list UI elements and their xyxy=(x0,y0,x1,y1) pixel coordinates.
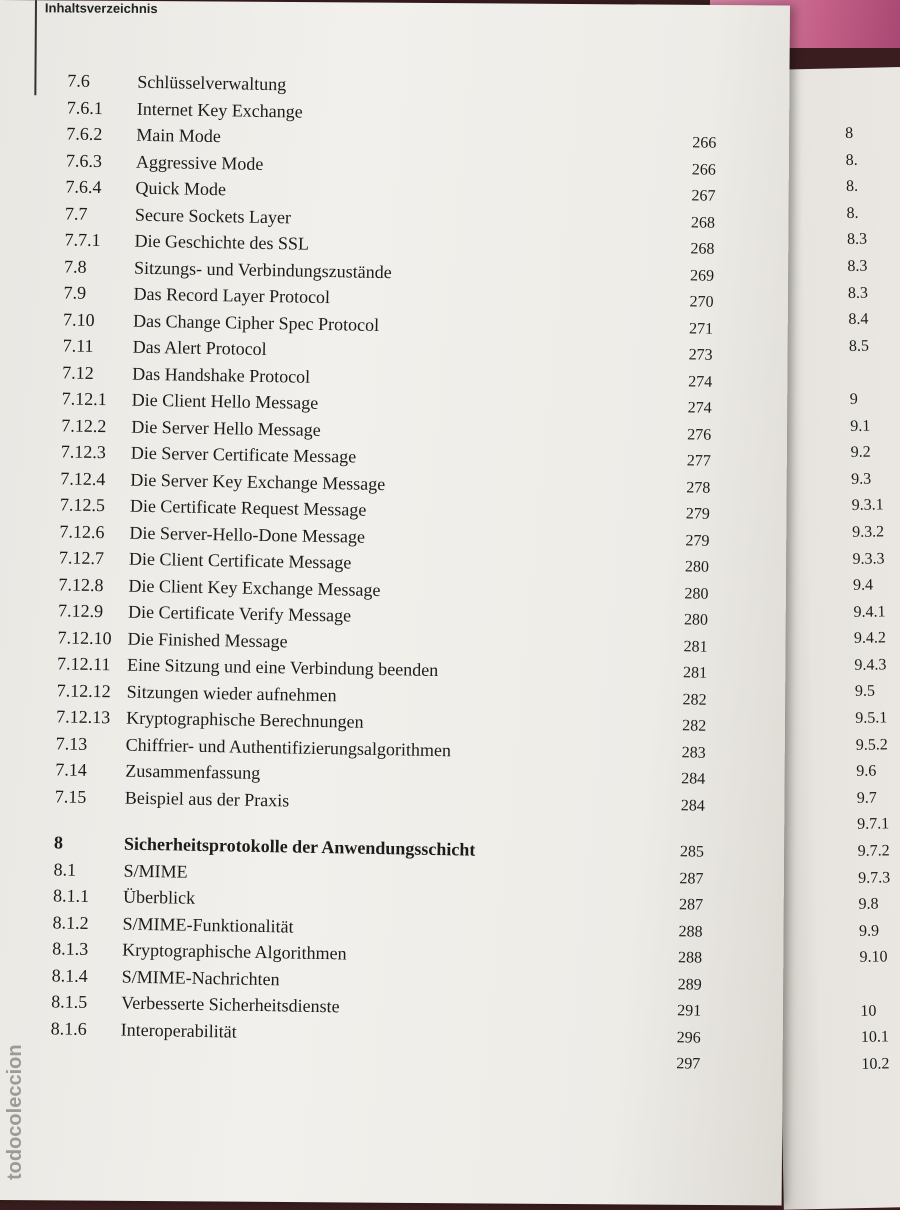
toc-page-number: 279 xyxy=(685,505,711,523)
toc-page-number: 274 xyxy=(687,399,712,417)
header-rule xyxy=(34,0,37,95)
toc-page-number: 278 xyxy=(686,478,711,497)
toc-page-number: 270 xyxy=(689,293,714,311)
facing-page-number: 9.1 xyxy=(850,417,871,435)
toc-page-number: 277 xyxy=(686,452,711,470)
facing-page-number: 9.7.2 xyxy=(857,842,890,860)
toc-page-number: 282 xyxy=(682,690,707,709)
toc-title: Die Client Hello Message xyxy=(131,389,319,413)
toc-title: Aggressive Mode xyxy=(135,151,264,174)
toc-number: 7.10 xyxy=(62,308,95,330)
toc-number: 7.13 xyxy=(55,732,88,754)
facing-page-number: 8. xyxy=(846,204,859,222)
toc-page-number: 288 xyxy=(678,922,703,941)
toc-title: Die Server Key Exchange Message xyxy=(130,469,386,494)
toc-number: 8.1.6 xyxy=(50,1017,87,1039)
toc-number: 7.12.8 xyxy=(58,573,104,595)
toc-number: 7.7.1 xyxy=(64,229,101,251)
toc-number: 8.1 xyxy=(53,858,77,880)
toc-page-number: 284 xyxy=(680,796,705,815)
facing-page-number xyxy=(860,975,900,1003)
toc-title: Die Client Key Exchange Message xyxy=(128,575,381,600)
facing-page-number: 9.6 xyxy=(856,762,877,781)
toc-page-number: 279 xyxy=(685,531,710,550)
toc-number: 7.12.3 xyxy=(60,441,107,463)
facing-page-number: 8.3 xyxy=(847,284,869,302)
toc-title: Die Server Certificate Message xyxy=(130,442,357,467)
toc-page-number: 282 xyxy=(682,717,707,735)
table-of-contents xyxy=(50,70,727,1082)
facing-page-number: 9.2 xyxy=(850,443,871,462)
toc-title: Kryptographische Algorithmen xyxy=(122,939,347,964)
toc-title: Das Record Layer Protocol xyxy=(133,283,331,308)
section-header: Inhaltsverzeichnis xyxy=(44,0,158,17)
toc-number: 7.11 xyxy=(62,335,94,356)
toc-page-number: 266 xyxy=(691,160,717,179)
toc-page-number: 289 xyxy=(677,975,702,994)
facing-page-number: 8. xyxy=(845,177,859,196)
toc-number: 8.1.3 xyxy=(52,938,89,959)
facing-page-number: 9.4.3 xyxy=(854,656,887,674)
toc-title: Verbesserte Sicherheitsdienste xyxy=(121,992,340,1017)
facing-page-number: 8.5 xyxy=(848,337,870,355)
toc-number: 7.8 xyxy=(63,255,87,277)
toc-page-number: 280 xyxy=(683,611,709,629)
toc-title: Das Alert Protocol xyxy=(132,336,267,359)
facing-page-number: 9.3.2 xyxy=(851,523,885,541)
toc-title: S/MIME-Funktionalität xyxy=(122,913,294,937)
facing-page-number: 10.1 xyxy=(860,1028,890,1047)
toc-number: 8.1.1 xyxy=(52,885,90,906)
toc-title: Die Certificate Request Message xyxy=(129,495,367,520)
facing-page-number: 9.5 xyxy=(854,683,876,701)
toc-title: Die Finished Message xyxy=(127,628,288,651)
facing-page-number: 8.3 xyxy=(846,231,868,249)
toc-number: 7.6.2 xyxy=(66,123,103,145)
toc-page-number: 291 xyxy=(677,1002,702,1020)
facing-page-number: 9 xyxy=(849,390,858,408)
toc-number: 7.15 xyxy=(54,785,87,807)
toc-number: 7.12.6 xyxy=(59,520,105,542)
toc-page-number: 285 xyxy=(679,843,705,861)
toc-page-number: 284 xyxy=(681,770,706,788)
facing-page-number: 9.7 xyxy=(856,789,877,807)
toc-title: Sicherheitsprotokolle der Anwendungsschicht xyxy=(123,833,476,860)
toc-number: 7.9 xyxy=(63,282,87,303)
facing-page-number: 8 xyxy=(845,124,854,142)
facing-page-number: 9.5.2 xyxy=(855,736,888,754)
toc-number: 7.14 xyxy=(55,759,87,780)
toc-title: Internet Key Exchange xyxy=(136,98,303,122)
toc-title: Kryptographische Berechnungen xyxy=(126,707,364,732)
toc-number: 7.12.7 xyxy=(58,547,105,569)
toc-title: Main Mode xyxy=(136,124,222,147)
toc-title: Das Change Cipher Spec Protocol xyxy=(132,310,380,335)
toc-number: 8.1.2 xyxy=(52,911,89,933)
facing-page-number xyxy=(849,363,900,391)
facing-page-number: 9.3.1 xyxy=(851,496,884,515)
toc-page-number: 297 xyxy=(676,1055,701,1073)
toc-title: Quick Mode xyxy=(135,177,227,200)
toc-page-number: 280 xyxy=(684,558,710,576)
toc-number: 7.12.5 xyxy=(59,494,106,516)
toc-title: Die Server-Hello-Done Message xyxy=(129,522,366,547)
toc-page-number: 288 xyxy=(677,949,703,967)
toc-number: 7.6.3 xyxy=(65,149,103,171)
toc-title: Interoperabilität xyxy=(120,1019,237,1042)
toc-page-number: 271 xyxy=(688,319,714,338)
facing-page-number: 9.3 xyxy=(851,470,872,488)
toc-number: 7.12.4 xyxy=(60,467,106,489)
toc-page-number: 287 xyxy=(678,896,704,914)
watermark-logo: todocoleccion xyxy=(4,1044,26,1180)
facing-page-number: 9.5.1 xyxy=(855,709,888,727)
toc-number: 8.1.4 xyxy=(51,964,88,986)
toc-number: 7.7 xyxy=(64,202,88,224)
facing-page-number: 9.4.2 xyxy=(853,629,887,648)
toc-page-number: 281 xyxy=(682,664,708,682)
toc-number: 7.12 xyxy=(62,361,94,383)
toc-title: Das Handshake Protocol xyxy=(132,363,311,387)
toc-title: Sitzungen wieder aufnehmen xyxy=(126,681,337,705)
toc-title: Secure Sockets Layer xyxy=(134,204,292,227)
facing-page-number: 10 xyxy=(860,1002,877,1020)
facing-page-number: 10.2 xyxy=(861,1055,890,1073)
toc-title: Eine Sitzung und eine Verbindung beenden xyxy=(126,654,439,681)
toc-title: Die Server Hello Message xyxy=(131,416,321,440)
facing-page-number: 9.9 xyxy=(858,922,880,940)
toc-title: Sitzungs- und Verbindungszustände xyxy=(133,257,392,282)
facing-page-number: 8.3 xyxy=(847,257,868,275)
toc-page-number: 274 xyxy=(688,372,713,391)
toc-number: 7.6 xyxy=(67,70,91,91)
toc-page-number: 281 xyxy=(683,637,708,656)
toc-title: Zusammenfassung xyxy=(125,760,261,783)
toc-number: 8.1.5 xyxy=(51,991,88,1012)
toc-title: S/MIME-Nachrichten xyxy=(121,966,280,989)
facing-page-number: 9.7.1 xyxy=(857,815,890,834)
facing-page-number: 9.4 xyxy=(852,576,874,595)
toc-page-number: 296 xyxy=(676,1028,701,1047)
toc-number: 7.6.4 xyxy=(65,176,102,198)
toc-title: Schlüsselverwaltung xyxy=(137,71,287,95)
toc-page-number: 269 xyxy=(689,266,715,285)
toc-number: 7.12.11 xyxy=(56,653,111,675)
toc-number: 7.12.10 xyxy=(57,626,112,648)
toc-page-number: 267 xyxy=(691,187,716,205)
toc-page-number: 283 xyxy=(681,743,706,762)
toc-number: 8 xyxy=(53,832,64,853)
toc-number: 7.6.1 xyxy=(66,96,104,118)
toc-page-number: 273 xyxy=(688,346,713,364)
toc-number: 7.12.12 xyxy=(56,679,111,701)
facing-page-number: 9.4.1 xyxy=(853,603,886,621)
toc-number: 7.12.13 xyxy=(56,706,111,728)
toc-page-number: 287 xyxy=(679,869,704,888)
toc-number: 7.12.9 xyxy=(57,600,104,622)
toc-page-number: 266 xyxy=(692,134,717,152)
toc-page-number: 276 xyxy=(687,425,712,444)
facing-page-number: 9.7.3 xyxy=(857,868,891,887)
toc-page-number: 280 xyxy=(684,584,709,603)
toc-title: Chiffrier- und Authentifizierungsalgorithmen xyxy=(125,734,452,760)
facing-page-number: 9.10 xyxy=(859,948,888,967)
facing-page-number: 9.8 xyxy=(858,895,879,914)
toc-number: 7.12.2 xyxy=(61,414,107,436)
facing-page-number: 9.3.3 xyxy=(852,549,885,568)
toc-page-number: 268 xyxy=(690,213,716,232)
toc-title: S/MIME xyxy=(123,860,188,882)
facing-page-number: 8. xyxy=(845,151,858,169)
toc-title: Beispiel aus der Praxis xyxy=(124,787,290,810)
toc-page-number: 268 xyxy=(690,240,715,258)
facing-page-number: 8.4 xyxy=(848,310,869,329)
toc-title: Die Geschichte des SSL xyxy=(134,230,310,254)
toc-number: 7.12.1 xyxy=(61,388,107,410)
toc-title: Die Certificate Verify Message xyxy=(127,601,352,626)
toc-title: Die Client Certificate Message xyxy=(128,548,352,573)
toc-title: Überblick xyxy=(122,886,196,908)
